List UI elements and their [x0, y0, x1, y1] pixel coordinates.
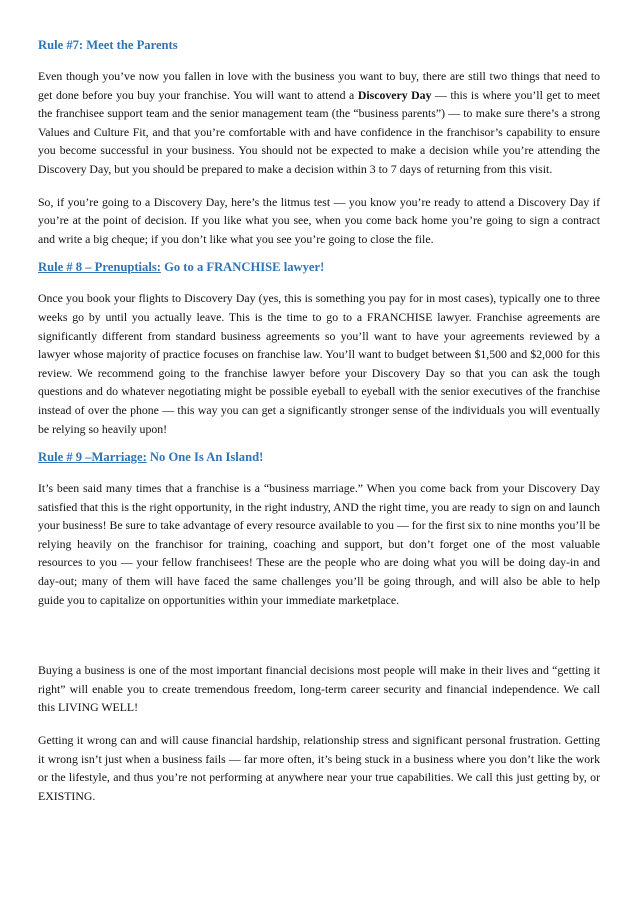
rule-9-heading-underlined: Rule # 9 –Marriage: — [38, 450, 147, 465]
closing-paragraph-2: Getting it wrong can and will cause financial hardship, relationship stress and significant personal frustration. Getting it wrong isn’t just when a business fails — far more often, it’s being stuck in a business where you don’t like the work or the lifestyle, and thus you’re not performing at anywhere near your true capabilities. We call this just getting by, or EXISTING. — [38, 733, 600, 803]
rule-7-heading: Rule #7: Meet the Parents — [38, 38, 178, 52]
discovery-day-bold: Discovery Day — [357, 87, 432, 102]
rule-8-paragraph-1: Once you book your flights to Discovery Day (yes, this is something you pay for in most cases), typically one to three weeks go by until you actually leave. This is the time to go to a FRANCHISE lawyer. Franchise agreements are significantly different from standard business agreements so you’ll want to have your agreements reviewed by a lawyer whose majority of practice focuses on franchise law. You’ll want to budget between $1,500 and $2,000 for this review. We recommend going to the franchise lawyer before your Discovery Day so that you can ask the tough questions and do whatever negotiating might be possible eyeball to eyeball with the senior executives of the franchise instead of over the phone — this way you can get a significantly stronger sense of the individuals you will eventually be relying so heavily upon! — [38, 291, 600, 436]
closing-paragraph-1: Buying a business is one of the most important financial decisions most people will make in their lives and “getting it right” will enable you to create tremendous freedom, long-term career security and financial independence. We call this LIVING WELL! — [38, 663, 600, 715]
rule-9-heading-rest: No One Is An Island! — [146, 450, 264, 465]
section-spacer — [38, 623, 600, 661]
rule-9-heading — [38, 448, 600, 466]
rule-7-p1-text-a: Even though you’ve now you fallen in love with the business you want to buy, there are still two things that need to get done before you buy your franchise. You will want to attend a — [38, 69, 600, 102]
rule-7-paragraph-2: So, if you’re going to a Discovery Day, here’s the litmus test — you know you’re ready to attend a Discovery Day if you’re at the point of decision. If you like what you see, when you come back home you’re going to sign a contract and write a big cheque; if you don’t like what you see you’re going to close the file. — [38, 194, 600, 246]
rule-8-heading-rest: Go to a FRANCHISE lawyer! — [160, 260, 325, 275]
document-page — [38, 36, 600, 819]
rule-9-paragraph-1: It’s been said many times that a franchise is a “business marriage.” When you come back from your Discovery Day satisfied that this is the right opportunity, in the right industry, AND the right time, you are ready to sign on and launch your business! Be sure to take advantage of every resource available to you — for the first six to nine months you’ll be relying heavily on the franchisor for training, coaching and support, but don’t forget one of the most valuable resources to you — your fellow franchisees! These are the people who are doing what you will be doing day-in and day-out; many of them will have faced the same challenges you’ll be going through, and will also be able to help guide you to capitalize on opportunities within your immediate marketplace. — [38, 481, 600, 607]
rule-8-heading-underlined: Rule # 8 – Prenuptials: — [38, 260, 161, 275]
rule-7-paragraph-1 — [38, 67, 600, 179]
rule-8-heading — [38, 258, 600, 276]
rule-7-p1-text-b: — this is where you’ll get to meet the franchisee support team and the senior management team (the “business parents”) — to make sure there’s a strong Values and Culture Fit, and that you’re comfortable with and have confidence in the franchisor’s capability to ensure you become successful in your business. You should not be expected to make a decision while you’re attending the Discovery Day, but you should be prepared to make a decision within 3 to 7 days of returning from this visit. — [38, 87, 600, 176]
